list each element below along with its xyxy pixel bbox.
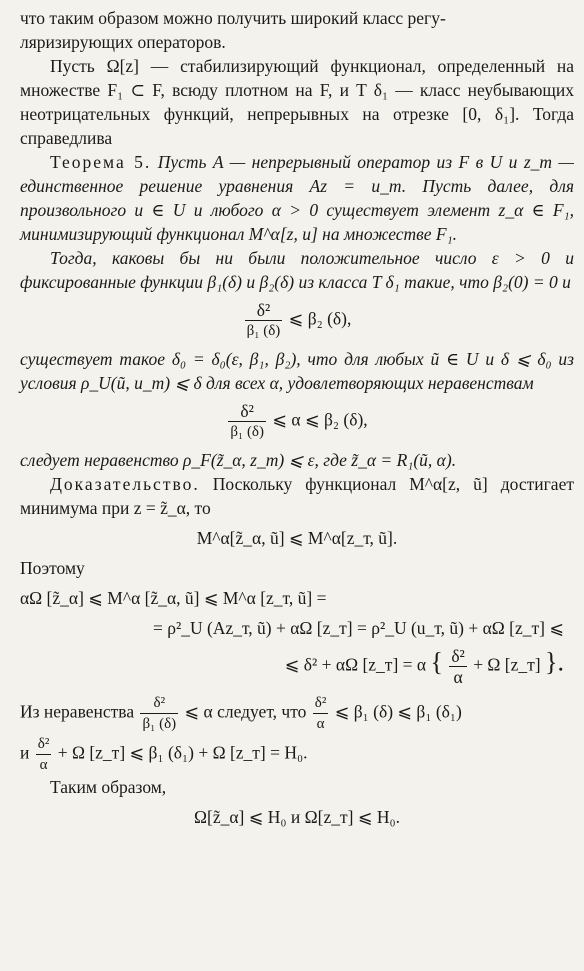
- fraction: $\frac{\text{δ²}}{\alpha}$: [37, 736, 50, 773]
- fraction: $\frac{\text{δ²}}{\text{β₁ (δ)}}$: [230, 401, 264, 440]
- proof-label: Доказательство.: [50, 474, 200, 494]
- formula-5: Ω[z̃_α] ⩽ H₀ и Ω[z_т] ⩽ H₀.: [194, 807, 400, 827]
- paragraph-conclusion: следует неравенство ρ_F(z̃_α, z_т) ⩽ ε, где z̃_α = R₁(ũ, α).: [20, 450, 457, 470]
- paragraph-from-inequality: Из неравенства $\frac{\text{δ²}}{\text{β₁ (δ)}}$ ⩽ α следует, что $\frac{\text{δ²}}{\alpha}$ ⩽ β₁ (δ) ⩽ β₁ (δ₁): [20, 695, 462, 732]
- fraction: $\frac{\text{δ²}}{\alpha}$: [451, 646, 465, 687]
- proof-text: Поскольку функционал M^α[z, ũ] достигает минимума при z = z̃_α, то: [20, 474, 574, 518]
- theorem-5: [20, 150, 574, 246]
- formula-1: $\frac{\text{δ²}}{\text{β₁ (δ)}}$ ⩽ β₂ (δ),: [246, 300, 352, 339]
- fraction: $\frac{\text{δ²}}{\alpha}$: [314, 695, 327, 732]
- text-thus: Таким образом,: [50, 777, 167, 797]
- paragraph-and: и $\frac{\text{δ²}}{\alpha}$ + Ω [z_т] ⩽ β₁ (δ₁) + Ω [z_т] = H₀.: [20, 736, 308, 773]
- paragraph-stabilizing-functional: Пусть Ω[z] — стабилизирующий функционал, определенный на множестве F₁ ⊂ F, всюду плотном на F, и T δ₁ — класс неубывающих неотрицательных функций, непрерывных на отрезке [0, δ₁]. Тогда справедлива: [20, 56, 574, 148]
- text-therefore: Поэтому: [20, 558, 85, 578]
- fraction: $\frac{\text{δ²}}{\text{β₁ (δ)}}$: [246, 300, 281, 339]
- formula-4c: ⩽ δ² + αΩ [z_т] = α { $\frac{\text{δ²}}{\alpha}$ + Ω [z_т] }.: [284, 646, 564, 687]
- formula-2: $\frac{\text{δ²}}{\text{β₁ (δ)}}$ ⩽ α ⩽ β₂ (δ),: [230, 401, 368, 440]
- fraction: $\frac{\text{δ²}}{\text{β₁ (δ)}}$: [142, 695, 177, 732]
- formula-4b: = ρ²_U (Az_т, ũ) + αΩ [z_т] = ρ²_U (u_т, ũ) + αΩ [z_т] ⩽: [153, 618, 564, 638]
- paragraph-existence: существует такое δ₀ = δ₀(ε, β₁, β₂), что для любых ũ ∈ U и δ ⩽ δ₀ из условия ρ_U(ũ, u_т) ⩽ δ для всех α, удовлетворяющих неравенствам: [20, 349, 574, 393]
- theorem-statement: Пусть A — непрерывный оператор из F в U и z_т — единственное решение уравнения Az = u_т. Пусть далее, для произвольного u ∈ U и любого α > 0 существует элемент z_α ∈ F₁, минимизирующий функционал M^α[z, u] на множестве F₁.: [20, 152, 574, 244]
- text-line-1: что таким образом можно получить широкий класс регу-: [20, 8, 446, 28]
- theorem-label: Теорема 5.: [50, 152, 152, 172]
- text-line-2: ляризирующих операторов.: [20, 32, 226, 52]
- formula-3: M^α[z̃_α, ũ] ⩽ M^α[z_т, ũ].: [196, 528, 398, 548]
- paragraph-conditions: Тогда, каковы бы ни были положительное число ε > 0 и фиксированные функции β₁(δ) и β₂(δ) из класса T δ₁ такие, что β₂(0) = 0 и: [20, 248, 574, 292]
- proof: [20, 472, 574, 520]
- formula-4a: αΩ [z̃_α] ⩽ M^α [z̃_α, ũ] ⩽ M^α [z_т, ũ] =: [20, 588, 327, 608]
